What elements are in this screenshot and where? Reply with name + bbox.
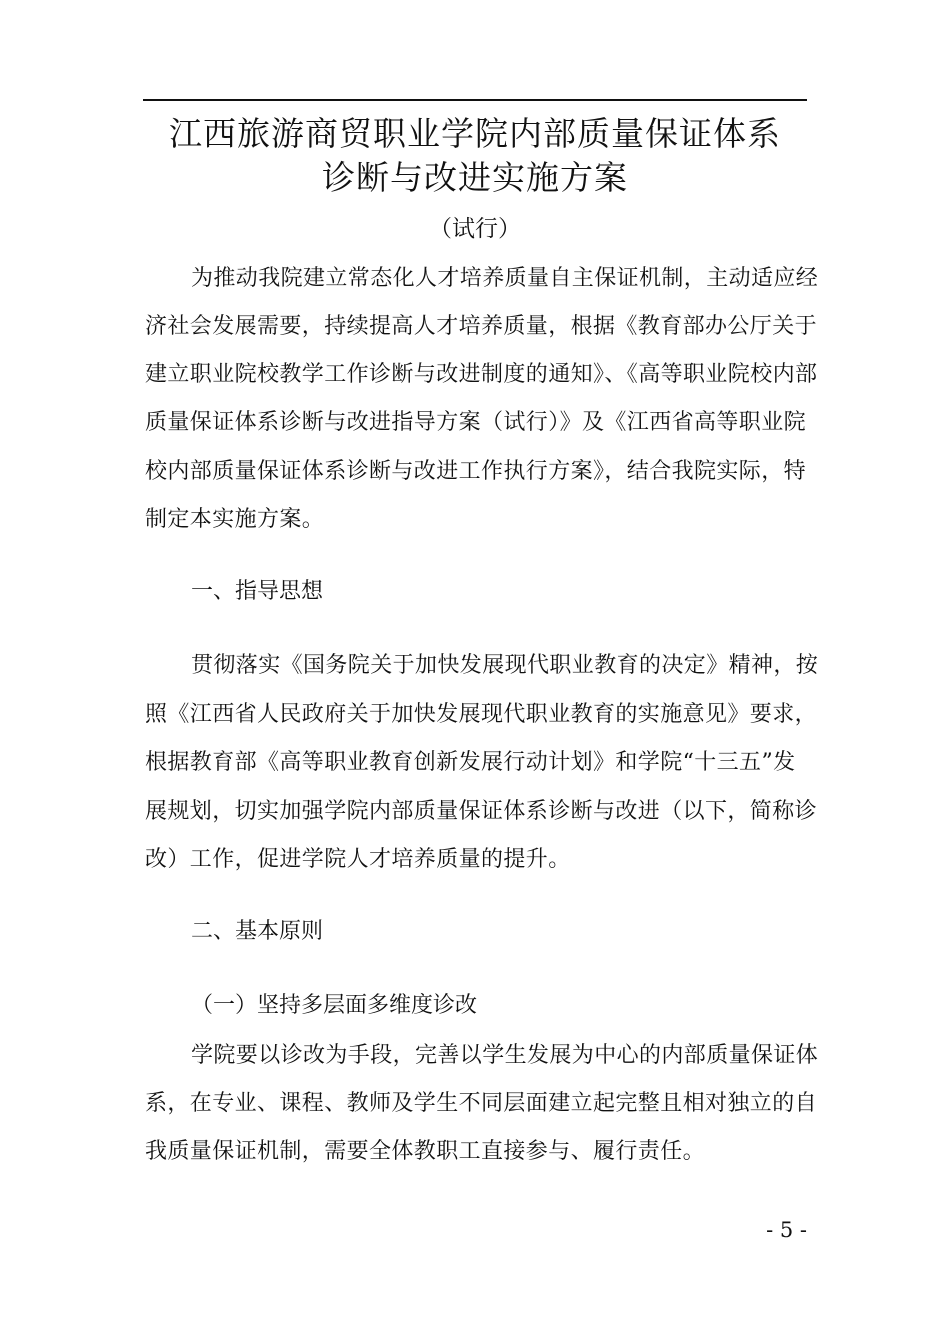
intro-line: 济社会发展需要，持续提高人才培养质量，根据《教育部办公厅关于: [145, 314, 818, 339]
section1-line: 照《江西省人民政府关于加快发展现代职业教育的实施意见》要求，: [145, 702, 818, 727]
section1-line: 改）工作，促进学院人才培养质量的提升。: [145, 847, 571, 872]
intro-line: 为推动我院建立常态化人才培养质量自主保证机制，主动适应经: [191, 266, 819, 291]
section-heading-guiding-ideology: 一、指导思想: [191, 579, 324, 604]
document-title-line-1: 江西旅游商贸职业学院内部质量保证体系: [169, 114, 781, 153]
intro-line: 质量保证体系诊断与改进指导方案（试行）》及《江西省高等职业院: [145, 410, 807, 435]
subsection1-line: 系，在专业、课程、教师及学生不同层面建立起完整且相对独立的自: [145, 1091, 818, 1116]
header-rule: [143, 99, 807, 101]
intro-line: 制定本实施方案。: [145, 507, 325, 532]
intro-line: 建立职业院校教学工作诊断与改进制度的通知》、《高等职业院校内部: [145, 362, 818, 387]
section1-line: 展规划，切实加强学院内部质量保证体系诊断与改进（以下，简称诊: [145, 799, 818, 824]
page-number: - 5 -: [766, 1218, 807, 1242]
section1-line: 贯彻落实《国务院关于加快发展现代职业教育的决定》精神，按: [191, 653, 819, 678]
section1-line: 根据教育部《高等职业教育创新发展行动计划》和学院“十三五”发: [145, 750, 796, 775]
document-subtitle: （试行）: [429, 216, 521, 242]
subsection1-line: 我质量保证机制，需要全体教职工直接参与、履行责任。: [145, 1139, 706, 1164]
intro-line: 校内部质量保证体系诊断与改进工作执行方案》，结合我院实际，特: [145, 459, 807, 484]
section-heading-basic-principles: 二、基本原则: [191, 919, 324, 944]
subsection1-line: 学院要以诊改为手段，完善以学生发展为中心的内部质量保证体: [191, 1043, 819, 1068]
document-title-line-2: 诊断与改进实施方案: [322, 158, 628, 197]
subsection-heading: （一）坚持多层面多维度诊改: [191, 993, 478, 1018]
